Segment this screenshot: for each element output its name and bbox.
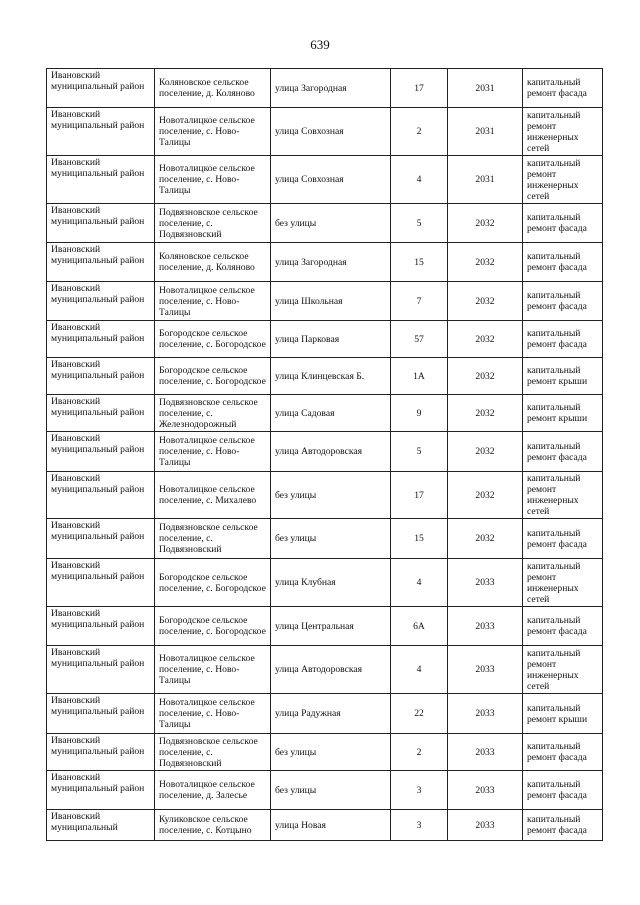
district-cell: Ивановский муниципальный район [47, 321, 155, 358]
work-type-cell: капитальный ремонт фасада [523, 810, 603, 841]
year-cell: 2032 [448, 472, 523, 519]
year-cell: 2033 [448, 694, 523, 734]
table-row [47, 646, 603, 694]
table-row [47, 204, 603, 243]
page-number: 639 [310, 37, 330, 52]
house-number-cell: 2 [391, 734, 448, 771]
housing-repair-table [46, 68, 603, 841]
house-number-cell: 3 [391, 771, 448, 810]
work-type-cell: капитальный ремонт крыши [523, 358, 603, 395]
street-cell: улица Совхозная [271, 156, 391, 204]
house-number-cell: 2 [391, 108, 448, 156]
settlement-cell: Новоталицкое сельское поселение, с. Ново-Талицы [155, 108, 271, 156]
year-cell: 2031 [448, 69, 523, 108]
district-cell: Ивановский муниципальный [47, 810, 155, 841]
year-cell: 2031 [448, 108, 523, 156]
work-type-cell: капитальный ремонт инженерных сетей [523, 646, 603, 694]
work-type-cell: капитальный ремонт фасада [523, 282, 603, 321]
district-cell: Ивановский муниципальный район [47, 358, 155, 395]
house-number-cell: 1А [391, 358, 448, 395]
house-number-cell: 17 [391, 472, 448, 519]
work-type-cell: капитальный ремонт крыши [523, 694, 603, 734]
table-row [47, 472, 603, 519]
settlement-cell: Куликовское сельское поселение, с. Котцыно [155, 810, 271, 841]
work-type-cell: капитальный ремонт фасада [523, 771, 603, 810]
year-cell: 2033 [448, 559, 523, 607]
settlement-cell: Богородское сельское поселение, с. Богородское [155, 607, 271, 646]
street-cell: улица Садовая [271, 395, 391, 432]
street-cell: улица Автодоровская [271, 646, 391, 694]
year-cell: 2033 [448, 607, 523, 646]
district-cell: Ивановский муниципальный район [47, 607, 155, 646]
house-number-cell: 4 [391, 559, 448, 607]
district-cell: Ивановский муниципальный район [47, 472, 155, 519]
house-number-cell: 4 [391, 156, 448, 204]
street-cell: улица Школьная [271, 282, 391, 321]
street-cell: улица Загородная [271, 243, 391, 282]
street-cell: без улицы [271, 519, 391, 559]
year-cell: 2032 [448, 204, 523, 243]
street-cell: улица Совхозная [271, 108, 391, 156]
house-number-cell: 3 [391, 810, 448, 841]
district-cell: Ивановский муниципальный район [47, 108, 155, 156]
year-cell: 2033 [448, 734, 523, 771]
year-cell: 2032 [448, 519, 523, 559]
district-cell: Ивановский муниципальный район [47, 395, 155, 432]
work-type-cell: капитальный ремонт крыши [523, 395, 603, 432]
district-cell: Ивановский муниципальный район [47, 282, 155, 321]
house-number-cell: 6А [391, 607, 448, 646]
table-row [47, 810, 603, 841]
year-cell: 2031 [448, 156, 523, 204]
table-row [47, 395, 603, 432]
table-row [47, 243, 603, 282]
year-cell: 2032 [448, 321, 523, 358]
district-cell: Ивановский муниципальный район [47, 432, 155, 472]
district-cell: Ивановский муниципальный район [47, 69, 155, 108]
settlement-cell: Новоталицкое сельское поселение, с. Ново-Талицы [155, 646, 271, 694]
settlement-cell: Богородское сельское поселение, с. Богородское [155, 321, 271, 358]
house-number-cell: 7 [391, 282, 448, 321]
year-cell: 2032 [448, 432, 523, 472]
settlement-cell: Новоталицкое сельское поселение, д. Залесье [155, 771, 271, 810]
settlement-cell: Новоталицкое сельское поселение, с. Ново-Талицы [155, 432, 271, 472]
street-cell: без улицы [271, 771, 391, 810]
year-cell: 2033 [448, 810, 523, 841]
settlement-cell: Коляновское сельское поселение, д. Коляново [155, 69, 271, 108]
settlement-cell: Подвязновское сельское поселение, с. Подвязновский [155, 734, 271, 771]
district-cell: Ивановский муниципальный район [47, 519, 155, 559]
district-cell: Ивановский муниципальный район [47, 243, 155, 282]
house-number-cell: 4 [391, 646, 448, 694]
work-type-cell: капитальный ремонт фасада [523, 519, 603, 559]
street-cell: улица Загородная [271, 69, 391, 108]
street-cell: без улицы [271, 734, 391, 771]
house-number-cell: 17 [391, 69, 448, 108]
settlement-cell: Подвязновское сельское поселение, с. Железнодорожный [155, 395, 271, 432]
work-type-cell: капитальный ремонт фасада [523, 607, 603, 646]
street-cell: улица Парковая [271, 321, 391, 358]
settlement-cell: Подвязновское сельское поселение, с. Подвязновский [155, 204, 271, 243]
year-cell: 2032 [448, 395, 523, 432]
street-cell: улица Клинцевская Б. [271, 358, 391, 395]
district-cell: Ивановский муниципальный район [47, 204, 155, 243]
work-type-cell: капитальный ремонт инженерных сетей [523, 156, 603, 204]
year-cell: 2033 [448, 646, 523, 694]
settlement-cell: Подвязновское сельское поселение, с. Подвязновский [155, 519, 271, 559]
table-row [47, 108, 603, 156]
work-type-cell: капитальный ремонт фасада [523, 243, 603, 282]
settlement-cell: Коляновское сельское поселение, д. Коляново [155, 243, 271, 282]
year-cell: 2033 [448, 771, 523, 810]
work-type-cell: капитальный ремонт фасада [523, 734, 603, 771]
settlement-cell: Богородское сельское поселение, с. Богородское [155, 358, 271, 395]
street-cell: улица Новая [271, 810, 391, 841]
table-row [47, 321, 603, 358]
year-cell: 2032 [448, 282, 523, 321]
street-cell: без улицы [271, 204, 391, 243]
house-number-cell: 22 [391, 694, 448, 734]
house-number-cell: 9 [391, 395, 448, 432]
settlement-cell: Новоталицкое сельское поселение, с. Михалево [155, 472, 271, 519]
settlement-cell: Богородское сельское поселение, с. Богородское [155, 559, 271, 607]
street-cell: улица Клубная [271, 559, 391, 607]
table-row [47, 156, 603, 204]
table-row [47, 734, 603, 771]
district-cell: Ивановский муниципальный район [47, 156, 155, 204]
year-cell: 2032 [448, 358, 523, 395]
street-cell: улица Радужная [271, 694, 391, 734]
work-type-cell: капитальный ремонт фасада [523, 69, 603, 108]
district-cell: Ивановский муниципальный район [47, 559, 155, 607]
year-cell: 2032 [448, 243, 523, 282]
district-cell: Ивановский муниципальный район [47, 646, 155, 694]
district-cell: Ивановский муниципальный район [47, 694, 155, 734]
table-row [47, 771, 603, 810]
house-number-cell: 15 [391, 519, 448, 559]
table-row [47, 694, 603, 734]
work-type-cell: капитальный ремонт инженерных сетей [523, 559, 603, 607]
work-type-cell: капитальный ремонт инженерных сетей [523, 472, 603, 519]
house-number-cell: 5 [391, 204, 448, 243]
district-cell: Ивановский муниципальный район [47, 734, 155, 771]
work-type-cell: капитальный ремонт фасада [523, 432, 603, 472]
table-row [47, 432, 603, 472]
settlement-cell: Новоталицкое сельское поселение, с. Ново-Талицы [155, 156, 271, 204]
table-row [47, 358, 603, 395]
table-row [47, 559, 603, 607]
street-cell: улица Автодоровская [271, 432, 391, 472]
table-row [47, 282, 603, 321]
house-number-cell: 57 [391, 321, 448, 358]
table-row [47, 69, 603, 108]
street-cell: улица Центральная [271, 607, 391, 646]
settlement-cell: Новоталицкое сельское поселение, с. Ново-Талицы [155, 694, 271, 734]
district-cell: Ивановский муниципальный район [47, 771, 155, 810]
table-row [47, 519, 603, 559]
settlement-cell: Новоталицкое сельское поселение, с. Ново-Талицы [155, 282, 271, 321]
work-type-cell: капитальный ремонт инженерных сетей [523, 108, 603, 156]
table-row [47, 607, 603, 646]
house-number-cell: 15 [391, 243, 448, 282]
work-type-cell: капитальный ремонт фасада [523, 321, 603, 358]
street-cell: без улицы [271, 472, 391, 519]
work-type-cell: капитальный ремонт фасада [523, 204, 603, 243]
house-number-cell: 5 [391, 432, 448, 472]
